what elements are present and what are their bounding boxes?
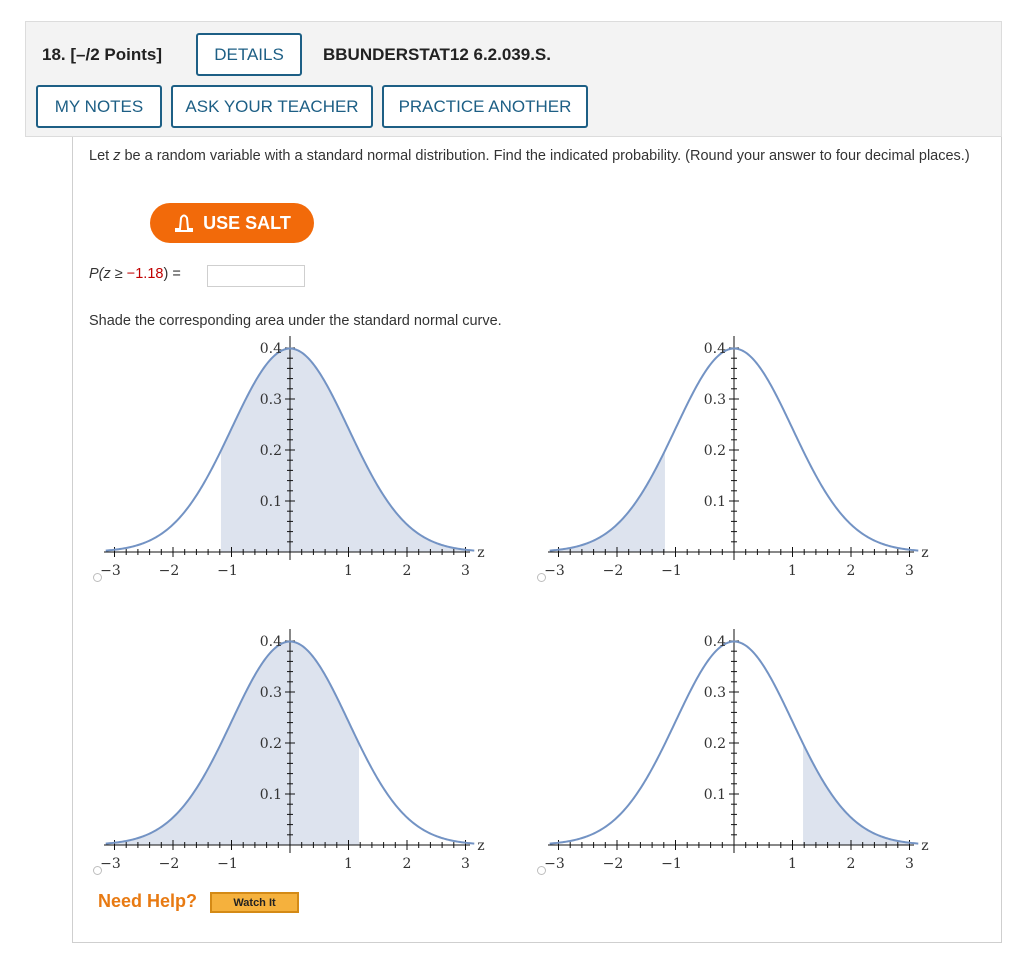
- x-tick-label: −2: [158, 563, 180, 579]
- y-tick-label: 0.4: [259, 634, 282, 650]
- y-tick-label: 0.2: [703, 443, 726, 459]
- question-points: [–/2 Points]: [70, 45, 162, 64]
- x-tick-label: −2: [158, 856, 180, 872]
- x-tick-label: −1: [661, 563, 682, 579]
- question-number-and-points: [42, 45, 162, 65]
- x-tick-label: 1: [788, 856, 797, 872]
- practice-another-button[interactable]: PRACTICE ANOTHER: [382, 85, 588, 128]
- x-axis-label: z: [477, 545, 485, 561]
- question-number: 18.: [42, 45, 66, 64]
- normal-curve-graph-1[interactable]: [90, 330, 490, 590]
- x-tick-label: 3: [461, 563, 470, 579]
- y-tick-label: 0.3: [703, 685, 726, 701]
- y-tick-label: 0.2: [259, 443, 282, 459]
- y-tick-label: 0.1: [703, 787, 726, 803]
- probability-value: −1.18: [126, 266, 164, 282]
- x-tick-label: −3: [544, 856, 565, 872]
- x-tick-label: 1: [788, 563, 797, 579]
- normal-curve-graph-4[interactable]: [534, 623, 934, 883]
- normal-curve-graph-2[interactable]: [534, 330, 934, 590]
- x-axis-label: z: [921, 838, 929, 854]
- x-tick-label: 2: [402, 856, 412, 872]
- normal-curve-graph-3[interactable]: [90, 623, 490, 883]
- shaded-area: [559, 451, 665, 552]
- y-tick-label: 0.3: [259, 685, 282, 701]
- shade-instruction: Shade the corresponding area under the standard normal curve.: [89, 313, 502, 329]
- x-tick-label: −1: [661, 856, 682, 872]
- question-id: BBUNDERSTAT12 6.2.039.S.: [323, 45, 551, 64]
- y-tick-label: 0.1: [259, 787, 282, 803]
- need-help-label: Need Help?: [98, 891, 198, 911]
- question-variable: z: [113, 148, 121, 164]
- x-tick-label: 2: [846, 563, 856, 579]
- x-tick-label: 3: [905, 563, 914, 579]
- y-tick-label: 0.3: [259, 392, 282, 408]
- x-tick-label: −3: [100, 563, 121, 579]
- x-tick-label: 2: [402, 563, 412, 579]
- x-tick-label: −3: [544, 563, 565, 579]
- y-tick-label: 0.1: [703, 494, 726, 510]
- x-tick-label: −1: [217, 856, 238, 872]
- x-axis-label: z: [921, 545, 929, 561]
- y-tick-label: 0.4: [259, 341, 282, 357]
- x-tick-label: −2: [602, 856, 624, 872]
- x-tick-label: 3: [905, 856, 914, 872]
- use-salt-button[interactable]: [150, 203, 314, 243]
- details-button[interactable]: DETAILS: [196, 33, 302, 76]
- y-tick-label: 0.2: [259, 736, 282, 752]
- y-tick-label: 0.4: [703, 341, 726, 357]
- y-tick-label: 0.1: [259, 494, 282, 510]
- shaded-area: [803, 744, 909, 845]
- watch-it-button[interactable]: Watch It: [210, 892, 299, 913]
- bell-curve-icon: [173, 213, 195, 233]
- ask-your-teacher-button[interactable]: ASK YOUR TEACHER: [171, 85, 373, 128]
- x-tick-label: 1: [344, 856, 353, 872]
- probability-expression: P(z ≥ −1.18) =: [89, 266, 181, 282]
- x-tick-label: −1: [217, 563, 238, 579]
- y-tick-label: 0.2: [703, 736, 726, 752]
- y-tick-label: 0.4: [703, 634, 726, 650]
- x-tick-label: −3: [100, 856, 121, 872]
- use-salt-label: USE SALT: [203, 212, 291, 233]
- x-tick-label: 3: [461, 856, 470, 872]
- answer-input[interactable]: [207, 265, 305, 287]
- question-header: [25, 21, 1002, 137]
- x-axis-label: z: [477, 838, 485, 854]
- x-tick-label: 1: [344, 563, 353, 579]
- x-tick-label: −2: [602, 563, 624, 579]
- question-text: Let z be a random variable with a standard normal distribution. Find the indicated probability. (Round your answer to four decimal places.): [89, 148, 970, 164]
- x-tick-label: 2: [846, 856, 856, 872]
- my-notes-button[interactable]: MY NOTES: [36, 85, 162, 128]
- y-tick-label: 0.3: [703, 392, 726, 408]
